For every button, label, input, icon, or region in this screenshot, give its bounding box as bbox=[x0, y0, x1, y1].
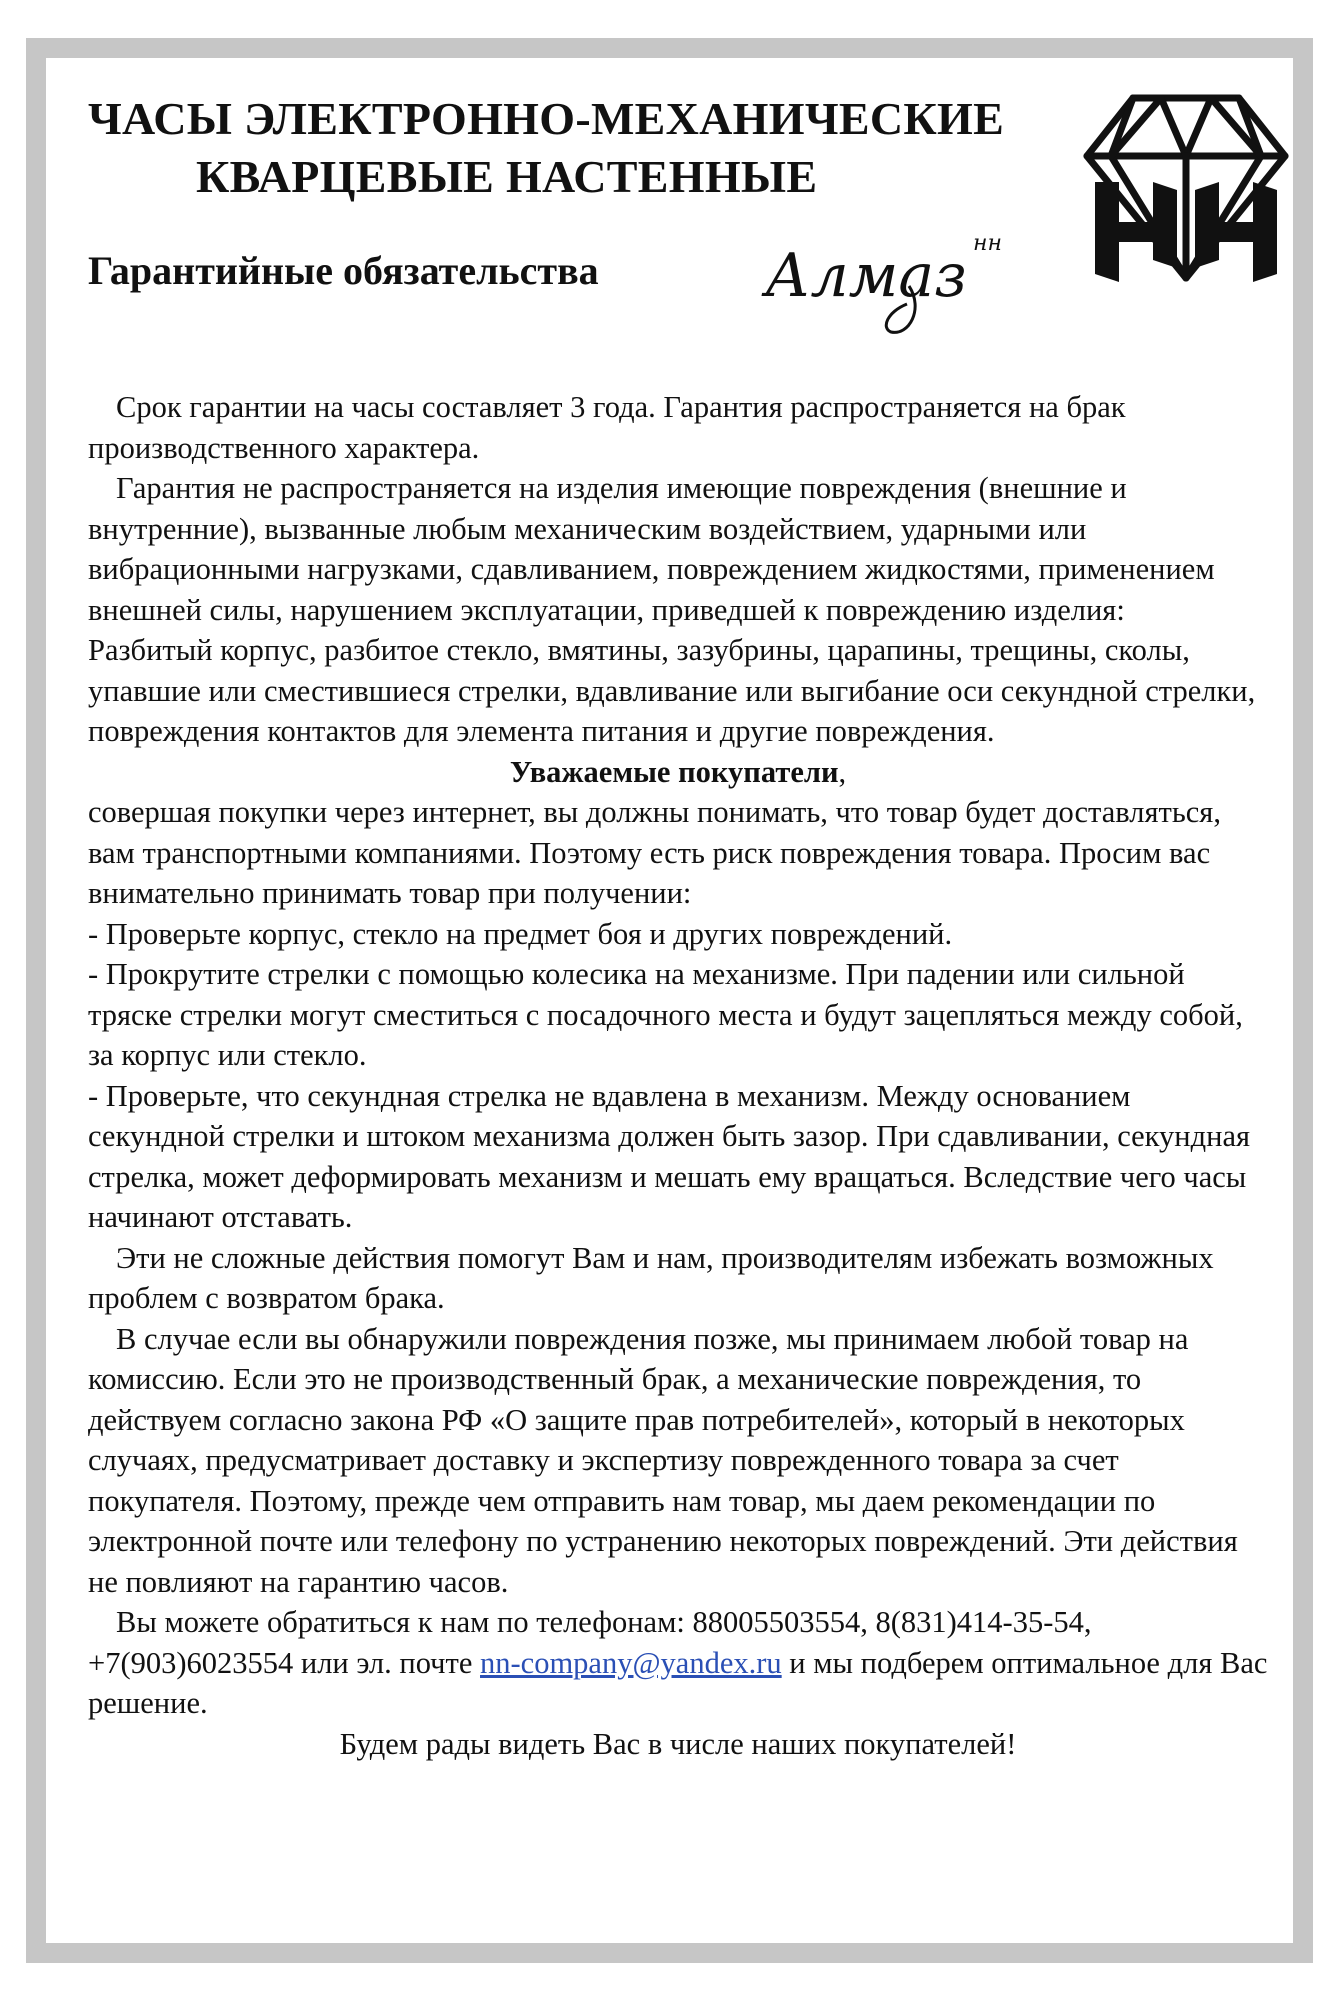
later-damage-paragraph: В случае если вы обнаружили повреждения позже, мы принимаем любой товар на комиссию. Если это не производственный брак, а механические повреждения, то действуем согласно закона РФ «О защите прав потребителей», который в некоторых случаях, предусматривает доставку и экспертизу поврежденного товара за счет покупателя. Поэтому, прежде чем отправить нам товар, мы даем рекомендации по электронной почте или телефону по устранению некоторых повреждений. Эти действия не повлияют на гарантию часов. bbox=[88, 1321, 1238, 1599]
contact-text-after: и мы подберем оптимальное для Вас решение. bbox=[88, 1645, 1268, 1720]
almaz-signature bbox=[759, 224, 1019, 344]
greeting-comma: , bbox=[838, 754, 847, 789]
warranty-body bbox=[88, 387, 1268, 1764]
email-link[interactable]: nn-company@yandex.ru bbox=[480, 1645, 782, 1680]
closing-line: Будем рады видеть Вас в числе наших покупателей! bbox=[339, 1726, 1017, 1761]
exclusions-paragraph: Гарантия не распространяется на изделия имеющие повреждения (внешние и внутренние), вызванные любым механическим воздействием, ударными или вибрационными нагрузками, сдавливанием, повреждением жидкостями, применением внешней силы, нарушением эксплуатации, приведшей к повреждению изделия: bbox=[88, 471, 1215, 627]
check-item-second-hand: - Проверьте, что секундная стрелка не вдавлена в механизм. Между основанием секундной стрелки и штоком механизма должен быть зазор. При сдавливании, секундная стрелка, может деформировать механизм и мешать ему вращаться. Вследствие чего часы начинают отставать. bbox=[88, 1078, 1251, 1234]
title-line-2: КВАРЦЕВЫЕ НАСТЕННЫЕ bbox=[196, 151, 818, 202]
title-line-1: ЧАСЫ ЭЛЕКТРОННО-МЕХАНИЧЕСКИЕ bbox=[88, 93, 1005, 144]
check-item-case: - Проверьте корпус, стекло на предмет боя и других повреждений. bbox=[88, 916, 953, 951]
document-title bbox=[88, 90, 1004, 206]
delivery-paragraph: совершая покупки через интернет, вы должны понимать, что товар будет доставляться, вам транспортными компаниями. Поэтому есть риск повреждения товара. Просим вас внимательно принимать товар при получении: bbox=[88, 795, 1221, 910]
signature-text: Алмаз bbox=[765, 241, 967, 311]
damage-list-paragraph: Разбитый корпус, разбитое стекло, вмятины, зазубрины, царапины, трещины, сколы, упавшие или сместившиеся стрелки, вдавливание или выгибание оси секундной стрелки, повреждения контактов для элемента питания и другие повреждения. bbox=[88, 633, 1256, 748]
contact-text-before: Вы можете обратиться к нам по телефонам: 88005503554, 8(831)414-35-54, +7(903)6023554 или эл. почте bbox=[88, 1605, 1092, 1680]
warranty-period-paragraph: Срок гарантии на часы составляет 3 года. Гарантия распространяется на брак производственного характера. bbox=[88, 390, 1126, 465]
document-frame bbox=[26, 38, 1313, 1963]
signature-superscript: нн bbox=[973, 231, 1002, 256]
diamond-nn-logo bbox=[1081, 72, 1291, 302]
greeting-text: Уважаемые покупатели bbox=[509, 754, 839, 789]
guarantee-heading: Гарантийные обязательства bbox=[88, 248, 599, 293]
simple-actions-paragraph: Эти не сложные действия помогут Вам и нам, производителям избежать возможных проблем с возвратом брака. bbox=[88, 1240, 1214, 1315]
greeting-line bbox=[88, 752, 1268, 793]
contact-paragraph bbox=[88, 1602, 1268, 1724]
check-item-hands: - Прокрутите стрелки с помощью колесика на механизме. При падении или сильной тряске стрелки могут сместиться с посадочного места и будут зацепляться между собой, за корпус или стекло. bbox=[88, 957, 1243, 1072]
